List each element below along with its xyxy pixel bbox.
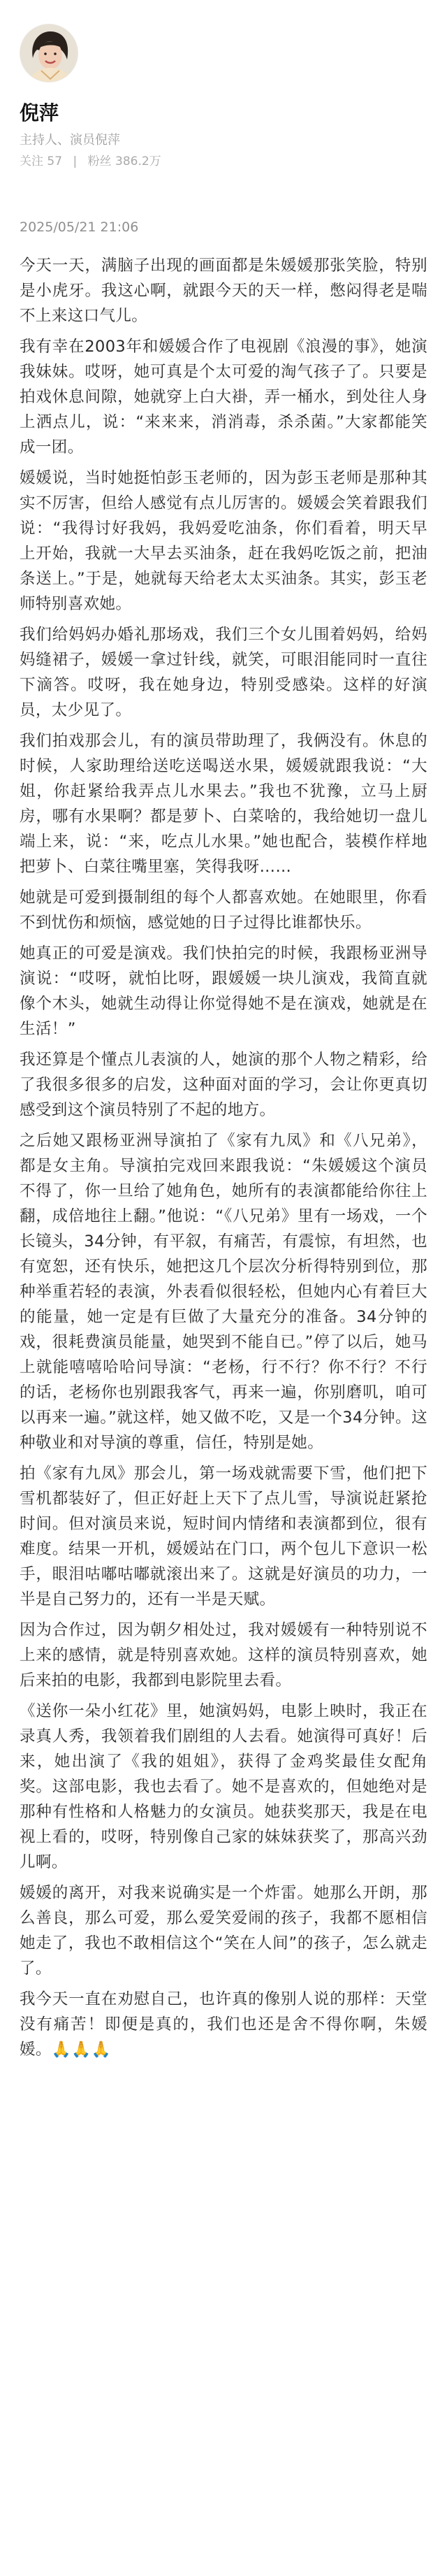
author-header [20, 18, 427, 186]
post-paragraph: 《送你一朵小红花》里，她演妈妈，电影上映时，我正在录真人秀，我领着我们剧组的人去看。她演得可真好！后来，她出演了《我的姐姐》，获得了金鸡奖最佳女配角奖。这部电影，我也去看了。她不是喜欢的，但她绝对是那种有性格和人格魅力的女演员。她获奖那天，我是在电视上看的，哎呀，特别像自己家的妹妹获奖了，那高兴劲儿啊。 [20, 1702, 427, 1871]
post-paragraph: 因为合作过，因为朝夕相处过，我对媛媛有一种特别说不上来的感情，就是特别喜欢她。这样的演员特别喜欢，她后来拍的电影，我都到电影院里去看。 [20, 1621, 427, 1690]
post-paragraph: 之后她又跟杨亚洲导演拍了《家有九凤》和《八兄弟》，都是女主角。导演拍完戏回来跟我说：“朱媛媛这个演员不得了，你一旦给了她角色，她所有的表演都能给你往上翻，成倍地往上翻。”他说：“《八兄弟》里有一场戏，一个长镜头，34分钟，有平叙，有痛苦，有震惊，有坦然，也有宽恕，还有快乐，她把这几个层次分析得特别到位，那种举重若轻的表演，外表看似很轻松，但她内心有着巨大的能量，她一定是有巨做了大量充分的准备。34分钟的戏，很耗费演员能量，她哭到不能自已。”停了以后，她马上就能嘻嘻哈哈问导演：“老杨，行不行？你不行？不行的话，老杨你也别跟我客气，再来一遍，你别磨叽，咱可以再来一遍。”就这样，她又做不吃，又是一个34分钟。这种敬业和对导演的尊重，信任，特别是她。 [20, 1132, 427, 1452]
avatar-portrait-icon [20, 24, 78, 82]
post-paragraph: 媛媛的离开，对我来说确实是一个炸雷。她那么开朗，那么善良，那么可爱，那么爱笑爱闹的孩子，我都不愿相信她走了，我也不敢相信这个“笑在人间”的孩子，怎么就走了。 [20, 1884, 427, 1978]
followers-count: 386.2万 [115, 154, 161, 168]
post-paragraph: 今天一天，满脑子出现的画面都是朱媛媛那张笑脸，特别是小虎牙。我这心啊，就跟今天的天一样，憋闷得老是喘不上来这口气儿。 [20, 257, 427, 325]
post-timestamp: 2025/05/21 21:06 [20, 220, 139, 235]
post-body [20, 253, 427, 2068]
post-paragraph: 我们给妈妈办婚礼那场戏，我们三个女儿围着妈妈，给妈妈缝裙子，媛媛一拿过针线，就笑，可眼泪能同时一直往下滴答。哎呀，我在她身边，特别受感染。这样的好演员，太少见了。 [20, 626, 427, 719]
author-roles: 主持人、演员倪萍 [20, 133, 120, 147]
following-label: 关注 [20, 154, 43, 168]
post-paragraph: 我们拍戏那会儿，有的演员带助理了，我俩没有。休息的时候，人家助理给送吃送喝送水果，媛媛就跟我说：“大姐，你赶紧给我弄点儿水果去。”我也不犹豫，立马上厨房，哪有水果啊？都是萝卜、白菜啥的，我给她切一盘儿端上来，说：“来，吃点儿水果。”她也配合，装模作样地把萝卜、白菜往嘴里塞，笑得我呀…… [20, 732, 427, 876]
post-paragraph: 她真正的可爱是演戏。我们快拍完的时候，我跟杨亚洲导演说：“哎呀，就怕比呀，跟媛媛一块儿演戏，我简直就像个木头，她就生动得让你觉得她不是在演戏，她就是在生活！” [20, 944, 427, 1038]
author-name[interactable]: 倪萍 [20, 101, 59, 124]
following-count: 57 [47, 154, 63, 168]
followers-label: 粉丝 [87, 154, 112, 168]
post-paragraph: 我今天一直在劝慰自己，也许真的像别人说的那样：天堂没有痛苦！即便是真的，我们也还是舍不得你啊，朱媛媛。🙏🙏🙏 [20, 1990, 427, 2059]
post-paragraph: 我还算是个懂点儿表演的人，她演的那个人物之精彩，给了我很多很多的启发，这种面对面的学习，会让你更真切感受到这个演员特别了不起的地方。 [20, 1051, 427, 1119]
post-paragraph: 媛媛说，当时她挺怕彭玉老师的，因为彭玉老师是那种其实不厉害，但给人感觉有点儿厉害的。媛媛会笑着跟我们说：“我得讨好我妈，我妈爱吃油条，你们看着，明天早上开始，我就一大早去买油条，赶在我妈吃饭之前，把油条送上。”于是，她就每天给老太太买油条。其实，彭玉老师特别喜欢她。 [20, 469, 427, 613]
post-paragraph: 她就是可爱到摄制组的每个人都喜欢她。在她眼里，你看不到忧伤和烦恼，感觉她的日子过得比谁都快乐。 [20, 888, 427, 932]
author-stats [20, 151, 161, 168]
avatar[interactable] [20, 24, 78, 82]
post-paragraph: 我有幸在2003年和媛媛合作了电视剧《浪漫的事》，她演我妹妹。哎呀，她可真是个太可爱的淘气孩子了。只要是拍戏休息间隙，她就穿上白大褂，弄一桶水，到处往人身上洒点儿，说：“来来来，消消毒，杀杀菌。”大家都能笑成一团。 [20, 338, 427, 456]
post-paragraph: 拍《家有九凤》那会儿，第一场戏就需要下雪，他们把下雪机都装好了，但正好赶上天下了点儿雪，导演说赶紧抢时间。但对演员来说，短时间内情绪和表演都到位，很有难度。结果一开机，媛媛站在门口，两个包儿下意识一松手，眼泪咕嘟咕嘟就滚出来了。这就是好演员的功力，一半是自己努力的，还有一半是天赋。 [20, 1465, 427, 1609]
stats-divider: | [73, 154, 78, 168]
